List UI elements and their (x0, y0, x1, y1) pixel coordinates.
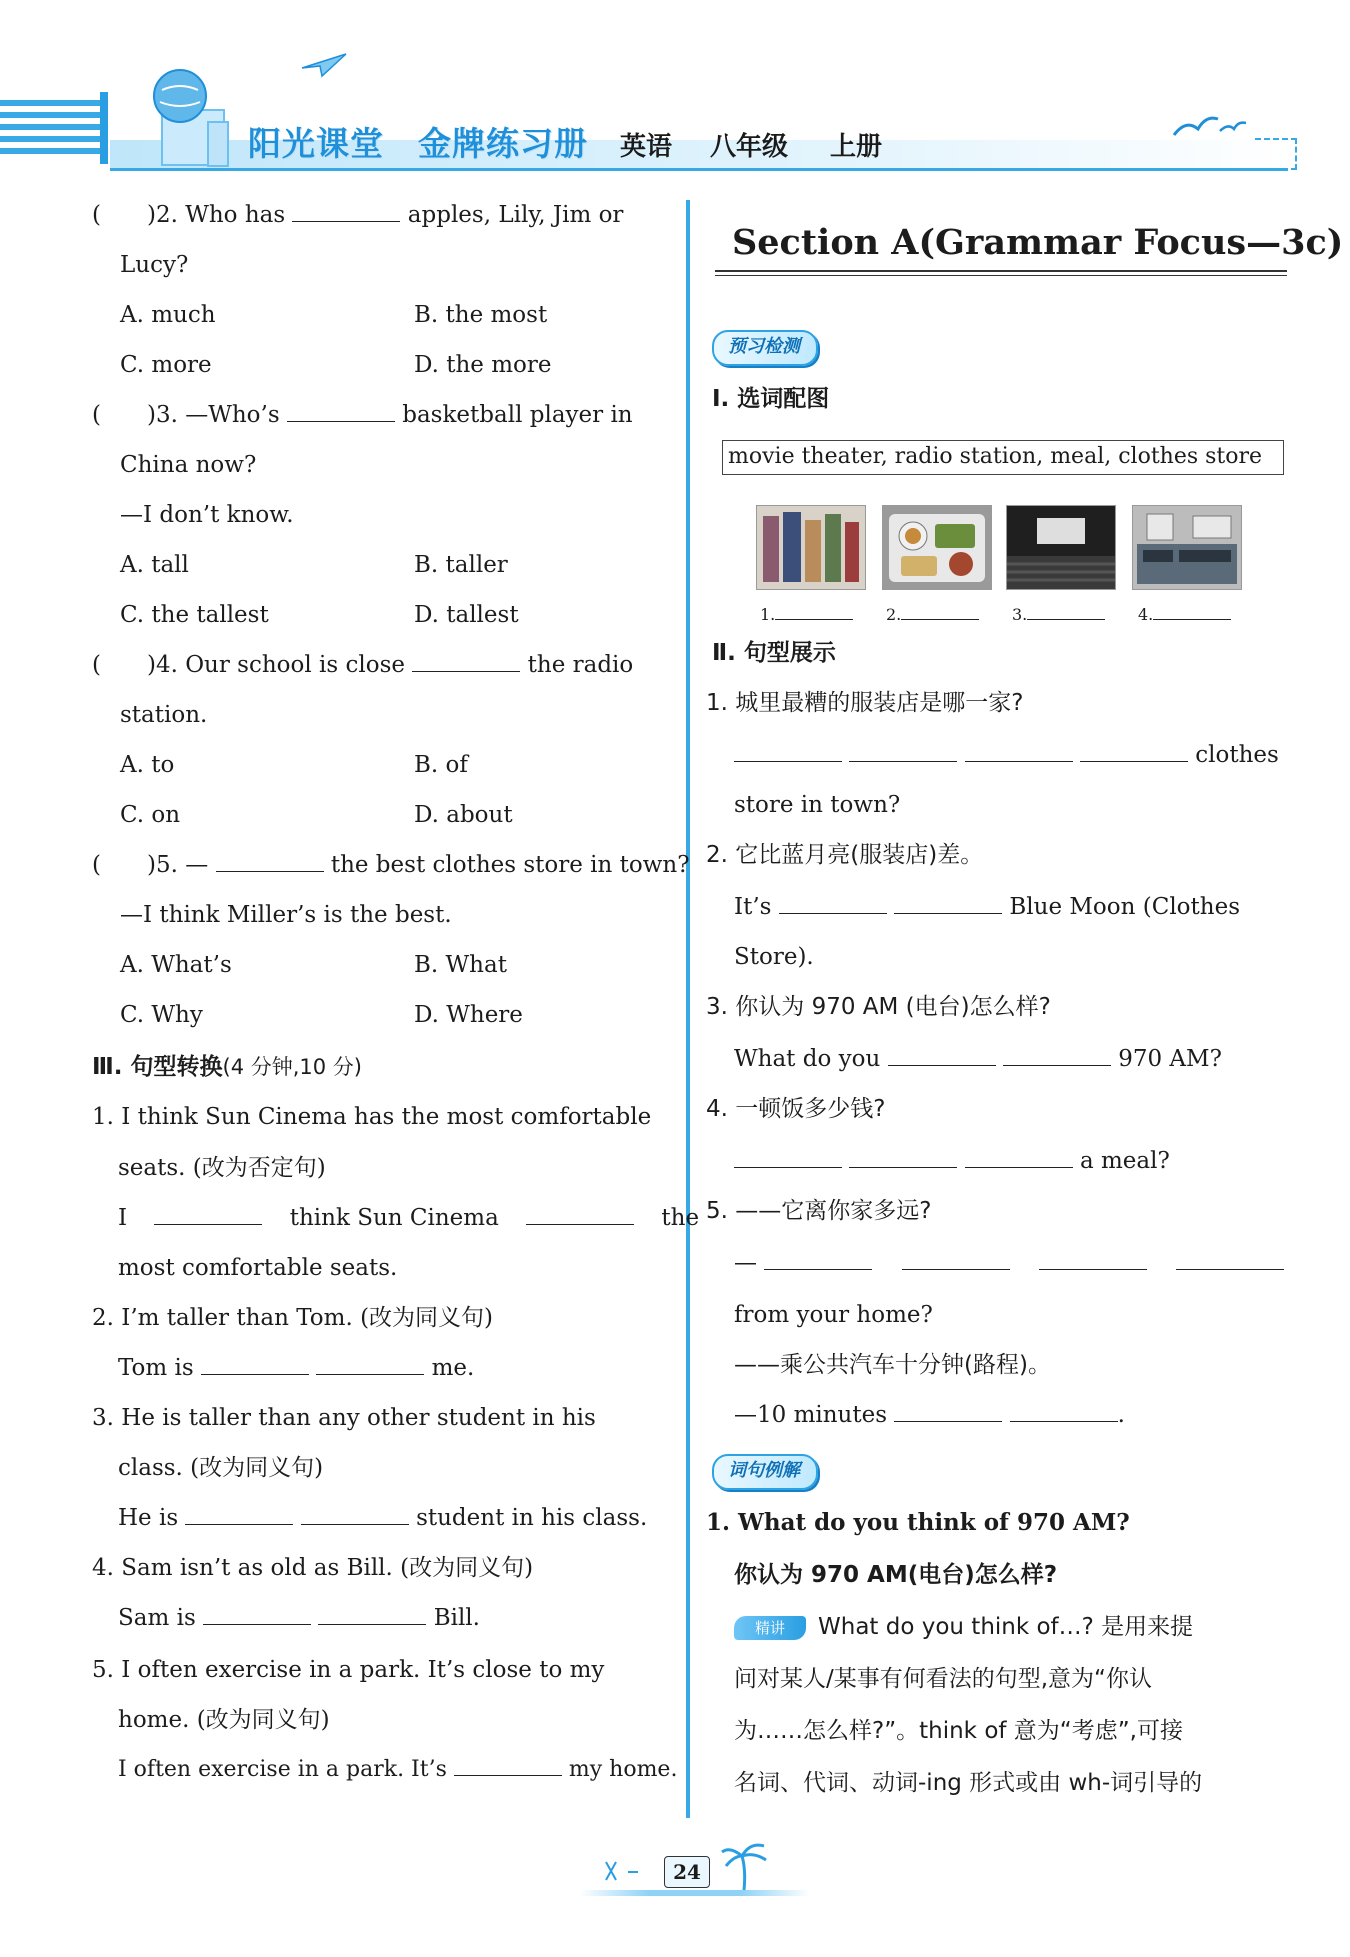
answer-blank (849, 1147, 957, 1168)
pic-label-number: 3. (1012, 605, 1028, 624)
clothes-store-photo-icon (756, 505, 866, 590)
s3-text-1: What do you (734, 1046, 881, 1072)
title-rule (715, 275, 1287, 276)
answer-blank (902, 1249, 1010, 1270)
q3-option-a: A. tall (120, 552, 189, 578)
answer-blank (185, 1504, 293, 1525)
answer-blank (154, 1204, 262, 1225)
pic-label-2 (886, 605, 979, 624)
t1-text-3: the (661, 1205, 700, 1231)
s1-text-2: store in town? (734, 792, 901, 818)
answer-blank (965, 1147, 1073, 1168)
birds-icon (1170, 105, 1250, 145)
answer-blank (301, 1504, 409, 1525)
badge-preview-check: 预习检测 (712, 330, 818, 366)
header-grade: 八年级 (710, 132, 789, 162)
q5-option-a: A. What’s (120, 952, 232, 978)
s3-english (734, 1044, 1222, 1074)
t1-text-1: I (118, 1205, 128, 1231)
meal-tray-photo-icon (882, 505, 992, 590)
t3-line-a: 3. He is taller than any other student in his (92, 1405, 596, 1431)
ex1-para-4: 名词、代词、动词-ing 形式或由 wh-词引导的 (734, 1770, 1203, 1796)
q5-text-a: ( )5. — (92, 852, 209, 878)
answer-blank (318, 1604, 426, 1625)
section-title: Section A(Grammar Focus—3c) (732, 222, 1344, 263)
t1-line-b: seats. (改为否定句) (118, 1155, 326, 1181)
answer-blank (526, 1204, 634, 1225)
answer-blank (764, 1249, 872, 1270)
answer-blank (201, 1354, 309, 1375)
t4-text-1: Sam is (118, 1605, 196, 1631)
movie-theater-photo-icon (1006, 505, 1116, 590)
q4-option-d: D. about (414, 802, 513, 828)
answer-blank (316, 1354, 424, 1375)
s3-text-2: 970 AM? (1118, 1046, 1222, 1072)
answer-blank (965, 741, 1073, 762)
ex1-chinese: 你认为 970 AM(电台)怎么样? (734, 1562, 1058, 1588)
t2-text-1: Tom is (118, 1355, 194, 1381)
column-divider (686, 200, 690, 1818)
badge-explain: 词句例解 (712, 1454, 818, 1490)
s2-english (734, 892, 1240, 922)
s5-text-4: . (1117, 1402, 1125, 1428)
starfish-icon (600, 1856, 640, 1886)
q2-option-a: A. much (120, 302, 216, 328)
q5-text-b: the best clothes store in town? (330, 852, 690, 878)
ex1-para-2: 问对某人/某事有何看法的句型,意为“你认 (734, 1666, 1152, 1692)
question-3-stem (92, 400, 633, 430)
t1-line-c (118, 1203, 699, 1233)
q3-option-b: B. taller (414, 552, 508, 578)
s5-text-3: —10 minutes (734, 1402, 888, 1428)
jingjiang-tag: 精讲 (734, 1616, 806, 1640)
section-3-title: Ⅲ. 句型转换 (92, 1054, 223, 1080)
q2-text-b: apples, Lily, Jim or (407, 202, 624, 228)
answer-blank (849, 741, 957, 762)
answer-blank (901, 605, 979, 620)
answer-blank (1039, 1249, 1147, 1270)
s2-text-3: Store). (734, 944, 814, 970)
answer-blank (894, 1401, 1002, 1422)
answer-blank (1153, 605, 1231, 620)
t4-text-2: Bill. (433, 1605, 480, 1631)
title-rule (715, 270, 1287, 272)
answer-blank (779, 893, 887, 914)
answer-blank (894, 893, 1002, 914)
pic-label-4 (1138, 605, 1231, 624)
s4-text-1: a meal? (1079, 1148, 1170, 1174)
answer-blank (734, 1147, 842, 1168)
s2-text-2: Blue Moon (Clothes (1009, 894, 1240, 920)
t4-line-a: 4. Sam isn’t as old as Bill. (改为同义句) (92, 1555, 534, 1581)
q3-option-c: C. the tallest (120, 602, 269, 628)
question-5-stem (92, 850, 690, 880)
q2-text-c: Lucy? (120, 252, 189, 278)
header-box (1255, 138, 1297, 170)
q4-option-b: B. of (414, 752, 468, 778)
q2-text-a: ( )2. Who has (92, 202, 286, 228)
q3-reply: —I don’t know. (120, 502, 294, 528)
q3-text-a: ( )3. —Who’s (92, 402, 280, 428)
s5-text-2: from your home? (734, 1302, 933, 1328)
q2-option-c: C. more (120, 352, 212, 378)
q3-option-d: D. tallest (414, 602, 519, 628)
t4-line-b (118, 1603, 480, 1633)
q5-option-c: C. Why (120, 1002, 203, 1028)
answer-blank (216, 851, 324, 872)
q5-option-d: D. Where (414, 1002, 523, 1028)
s1-chinese: 1. 城里最糟的服装店是哪一家? (706, 690, 1024, 716)
word-box: movie theater, radio station, meal, clothes store (722, 440, 1284, 475)
t2-text-2: me. (431, 1355, 475, 1381)
answer-blank (1010, 1401, 1118, 1422)
q5-reply: —I think Miller’s is the best. (120, 902, 452, 928)
t3-line-b: class. (改为同义句) (118, 1455, 324, 1481)
answer-blank (775, 605, 853, 620)
answer-blank (888, 1045, 996, 1066)
answer-blank (292, 201, 400, 222)
q4-text-b: the radio (527, 652, 634, 678)
t3-text-2: student in his class. (416, 1505, 648, 1531)
answer-blank (734, 741, 842, 762)
t5-text-2: my home. (568, 1757, 678, 1782)
s5-text-1: — (734, 1250, 757, 1276)
q4-text-c: station. (120, 702, 208, 728)
question-4-stem (92, 650, 633, 680)
brand-product: 金牌练习册 (418, 124, 588, 163)
pic-label-number: 1. (760, 605, 776, 624)
ex1-title: 1. What do you think of 970 AM? (706, 1509, 1130, 1536)
s4-chinese: 4. 一顿饭多少钱? (706, 1096, 886, 1122)
brand-name: 阳光课堂 (248, 124, 384, 163)
pic-label-1 (760, 605, 853, 624)
section-3-heading (92, 1052, 362, 1082)
palm-tree-icon (720, 1836, 770, 1892)
pic-label-3 (1012, 605, 1105, 624)
t5-line-a: 5. I often exercise in a park. It’s close to my (92, 1657, 605, 1683)
question-2-stem (92, 200, 623, 230)
header-vertical-bar (100, 92, 108, 164)
ex1-p1: What do you think of…? 是用来提 (818, 1614, 1194, 1640)
part-1-title: Ⅰ. 选词配图 (712, 386, 830, 412)
t1-text-2: think Sun Cinema (289, 1205, 499, 1231)
paper-plane-icon (300, 50, 350, 80)
q4-option-c: C. on (120, 802, 181, 828)
ex1-para-3: 为……怎么样?”。think of 意为“考虑”,可接 (734, 1718, 1183, 1744)
answer-blank (287, 401, 395, 422)
s4-english (734, 1146, 1170, 1176)
part-2-title: Ⅱ. 句型展示 (712, 640, 836, 666)
answer-blank (203, 1604, 311, 1625)
s5-chinese: 5. ——它离你家多远? (706, 1198, 932, 1224)
s2-chinese: 2. 它比蓝月亮(服装店)差。 (706, 842, 984, 868)
footer-wave (580, 1890, 810, 1896)
q2-option-b: B. the most (414, 302, 548, 328)
t5-line-b: home. (改为同义句) (118, 1707, 330, 1733)
answer-blank (1176, 1249, 1284, 1270)
answer-blank (412, 651, 520, 672)
s5-reply (734, 1400, 1125, 1430)
s2-text-1: It’s (734, 894, 772, 920)
section-3-note: (4 分钟,10 分) (222, 1055, 362, 1079)
s1-english (734, 740, 1279, 770)
t1-line-d: most comfortable seats. (118, 1255, 398, 1281)
t5-line-c (118, 1755, 677, 1785)
t2-line-b (118, 1353, 474, 1383)
q2-option-d: D. the more (414, 352, 552, 378)
q3-text-c: China now? (120, 452, 257, 478)
q4-option-a: A. to (120, 752, 175, 778)
answer-blank (454, 1755, 562, 1776)
pic-label-number: 4. (1138, 605, 1154, 624)
s5-chinese-reply: ——乘公共汽车十分钟(路程)。 (734, 1352, 1051, 1378)
page-number: 24 (664, 1856, 710, 1888)
t3-text-1: He is (118, 1505, 179, 1531)
q3-text-b: basketball player in (402, 402, 633, 428)
t3-line-c (118, 1503, 647, 1533)
ex1-para-1 (734, 1612, 1193, 1642)
header-subject: 英语 (620, 132, 673, 162)
answer-blank (1080, 741, 1188, 762)
q4-text-a: ( )4. Our school is close (92, 652, 406, 678)
t2-line-a: 2. I’m taller than Tom. (改为同义句) (92, 1305, 494, 1331)
t5-text-1: I often exercise in a park. It’s (118, 1757, 447, 1782)
answer-blank (1003, 1045, 1111, 1066)
s5-english (734, 1248, 1284, 1278)
s1-text-1: clothes (1195, 742, 1279, 768)
header-volume: 上册 (830, 132, 883, 162)
t1-line-a: 1. I think Sun Cinema has the most comfortable (92, 1104, 652, 1130)
header-globe-logo-icon (140, 60, 250, 170)
radio-station-photo-icon (1132, 505, 1242, 590)
q5-option-b: B. What (414, 952, 507, 978)
answer-blank (1027, 605, 1105, 620)
s3-chinese: 3. 你认为 970 AM (电台)怎么样? (706, 994, 1051, 1020)
pic-label-number: 2. (886, 605, 902, 624)
